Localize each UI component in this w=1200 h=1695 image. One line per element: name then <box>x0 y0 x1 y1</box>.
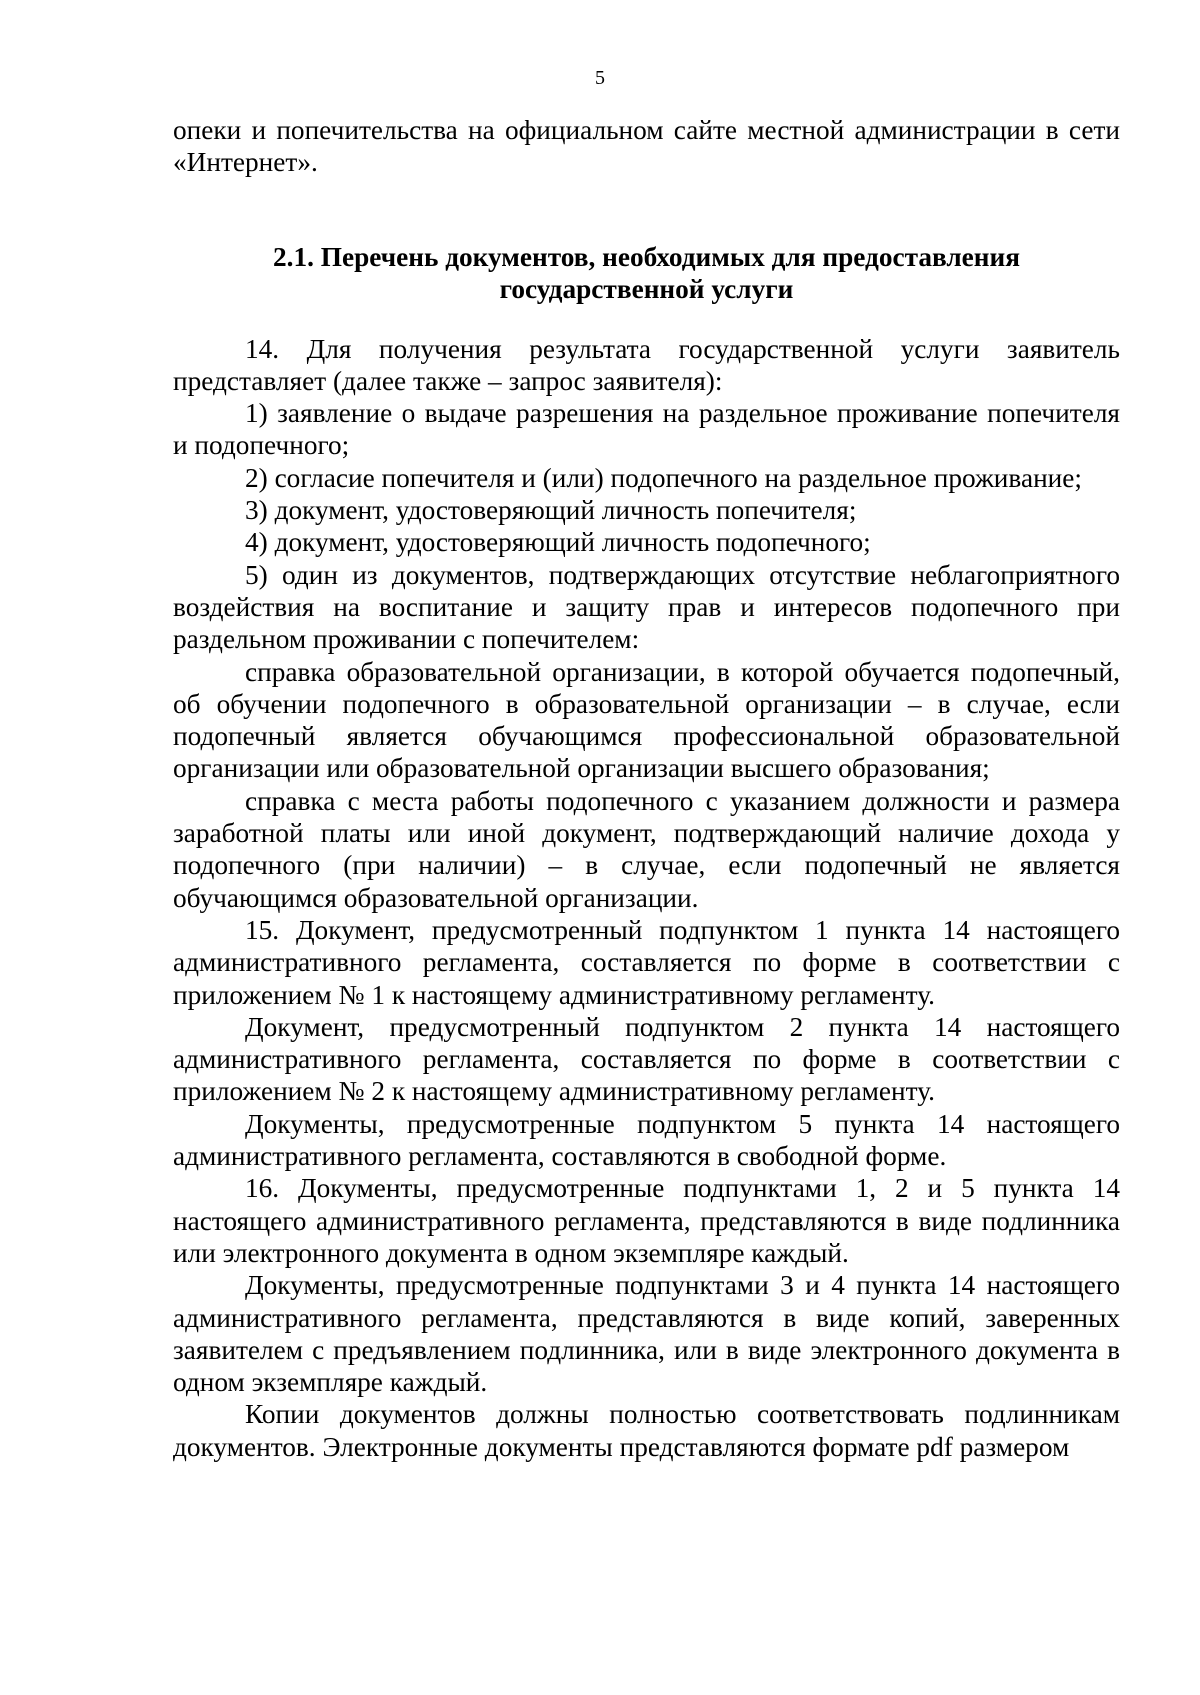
paragraph-item-16: 16. Документы, предусмотренные подпунктами 1, 2 и 5 пункта 14 настоящего административного регламента, представляются в виде подлинника или электронного документа в одном экземпляре каждый. <box>173 1173 1120 1268</box>
paragraph-item-15: 15. Документ, предусмотренный подпунктом 1 пункта 14 настоящего административного регламента, составляется по форме в соответствии с приложением № 1 к настоящему административному регламенту. <box>173 914 1120 1010</box>
paragraph-item-16-pdf: Копии документов должны полностью соответствовать подлинникам документов. Электронные документы представляются формате pdf размером <box>173 1399 1120 1462</box>
paragraph-item-16-copies: Документы, предусмотренные подпунктами 3 и 4 пункта 14 настоящего административного регламента, представляются в виде копий, заверенных заявителем с предъявлением подлинника, или в виде электронного документа в одном экземпляре каждый. <box>173 1270 1120 1398</box>
section-heading-line-1: 2.1. Перечень документов, необходимых для предоставления <box>272 241 1021 272</box>
paragraph-subitem-2: 2) согласие попечителя и (или) подопечного на раздельное проживание; <box>245 462 1082 493</box>
paragraph-subitem-1: 1) заявление о выдаче разрешения на раздельное проживание попечителя и подопечного; <box>173 398 1120 461</box>
paragraph-subitem-3: 3) документ, удостоверяющий личность попечителя; <box>245 495 857 526</box>
paragraph-employment-certificate: справка с места работы подопечного с указанием должности и размера заработной платы или иной документ, подтверждающий наличие дохода у подопечного (при наличии) – в случае, если подопечный не является обучающимся образовательной организации. <box>173 785 1120 913</box>
paragraph-education-certificate: справка образовательной организации, в которой обучается подопечный, об обучении подопечного в образовательной организации – в случае, если подопечный является обучающимся профессиональной образовательной организации или образовательной организации высшего образования; <box>173 656 1120 784</box>
paragraph-item-15-form-2: Документ, предусмотренный подпунктом 2 пункта 14 настоящего административного регламента, составляется по форме в соответствии с приложением № 2 к настоящему административному регламенту. <box>173 1011 1120 1107</box>
paragraph-item-14: 14. Для получения результата государственной услуги заявитель представляет (далее также – запрос заявителя): <box>173 333 1120 396</box>
section-heading-line-2: государственной услуги <box>499 273 794 304</box>
page-number: 5 <box>595 67 605 89</box>
document-body <box>173 114 1120 1463</box>
section-heading <box>173 241 1120 305</box>
intro-continuation: опеки и попечительства на официальном сайте местной администрации в сети «Интернет». <box>173 115 1120 178</box>
paragraph-subitem-4: 4) документ, удостоверяющий личность подопечного; <box>245 527 871 558</box>
paragraph-subitem-5: 5) один из документов, подтверждающих отсутствие неблагоприятного воздействия на воспитание и защиту прав и интересов подопечного при раздельном проживании с попечителем: <box>173 559 1120 655</box>
paragraph-item-15-free-form: Документы, предусмотренные подпунктом 5 пункта 14 настоящего административного регламента, составляются в свободной форме. <box>173 1108 1120 1172</box>
